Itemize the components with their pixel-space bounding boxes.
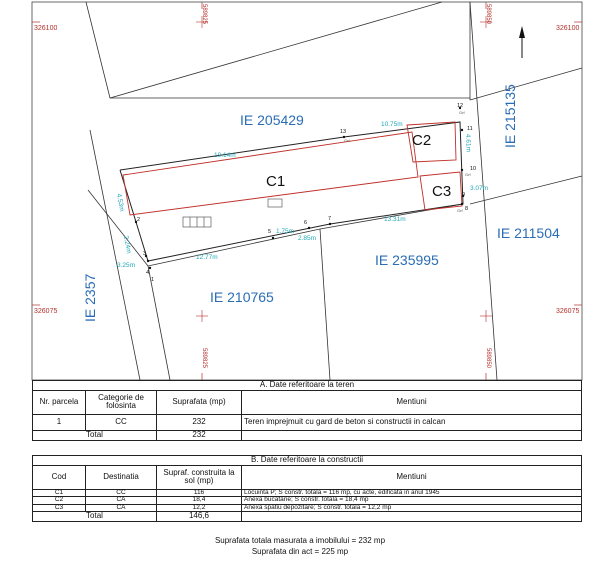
dim-label-3-07: 3.07m bbox=[470, 185, 489, 192]
building-label-c2: C2 bbox=[412, 132, 432, 149]
parcel-label-2357: IE 2357 bbox=[82, 273, 98, 322]
table-row bbox=[33, 504, 582, 512]
grid-label-north-east: 326100 bbox=[556, 25, 580, 32]
terrain-cell-nr: 1 bbox=[33, 414, 86, 430]
north-arrow-icon bbox=[519, 26, 525, 58]
table-row bbox=[33, 512, 582, 522]
point-label-6: 6 bbox=[304, 220, 308, 226]
point-label-5: 5 bbox=[268, 229, 272, 235]
building-label-c1: C1 bbox=[266, 173, 286, 190]
constructions-cell-destination: CA bbox=[86, 497, 157, 505]
dim-label-12-77: 12.77m bbox=[196, 254, 218, 261]
terrain-cell-notes: Teren imprejmuit cu gard de beton si constructii in calcan bbox=[242, 414, 582, 430]
dim-label-13-31: 13.31m bbox=[384, 216, 406, 223]
grf-label-13: Grf bbox=[344, 138, 350, 143]
constructions-cell-destination: CA bbox=[86, 504, 157, 512]
constructions-section-title: B. Date referitoare la constructii bbox=[33, 456, 582, 466]
grid-crosses bbox=[196, 16, 492, 322]
terrain-header-nr: Nr. parcela bbox=[33, 390, 86, 414]
grf-label-10: Grf bbox=[465, 172, 471, 177]
constructions-header-area: Supraf. construita la sol (mp) bbox=[157, 465, 242, 489]
terrain-table bbox=[32, 380, 582, 441]
grid-label-south-east: 326075 bbox=[556, 308, 580, 315]
point-label-2: 2 bbox=[137, 217, 141, 223]
point-label-3: 3 bbox=[143, 251, 147, 257]
point-label-1: 1 bbox=[151, 277, 155, 283]
terrain-cell-area: 232 bbox=[157, 414, 242, 430]
constructions-table bbox=[32, 455, 582, 522]
point-label-9: 9 bbox=[462, 192, 466, 198]
constructions-header-code: Cod bbox=[33, 465, 86, 489]
constructions-cell-code: C3 bbox=[33, 504, 86, 512]
terrain-header-notes: Mentiuni bbox=[242, 390, 582, 414]
point-label-12: 12 bbox=[457, 103, 464, 109]
table-row bbox=[33, 430, 582, 440]
point-label-7: 7 bbox=[328, 216, 332, 222]
terrain-cell-category: CC bbox=[86, 414, 157, 430]
parcel-label-215135: IE 215135 bbox=[502, 84, 518, 148]
point-label-10: 10 bbox=[470, 166, 477, 172]
dim-label-4-61: 4.61m bbox=[464, 133, 472, 153]
parcel-boundaries bbox=[86, 2, 582, 380]
constructions-cell-destination: CC bbox=[86, 489, 157, 497]
grf-label-8: Grf bbox=[457, 208, 463, 213]
point-label-8: 8 bbox=[465, 206, 469, 212]
constructions-total-value: 146,6 bbox=[157, 512, 242, 522]
terrain-total-value: 232 bbox=[157, 430, 242, 440]
terrain-total-label: Total bbox=[33, 430, 157, 440]
grid-label-top-east: 589850 bbox=[485, 4, 491, 25]
summary-deed-area: Suprafata din act = 225 mp bbox=[251, 547, 349, 556]
parcel-label-211504: IE 211504 bbox=[497, 225, 560, 241]
dim-label-19-14: 19.14m bbox=[214, 152, 236, 159]
constructions-header-destination: Destinatia bbox=[86, 465, 157, 489]
grid-label-top-west: 589825 bbox=[201, 4, 207, 25]
terrain-header-category: Categorie de folosinta bbox=[86, 390, 157, 414]
constructions-cell-notes: Anexa bucatarie; S constr. totala = 18,4 mp bbox=[242, 497, 582, 505]
constructions-cell-area: 12,2 bbox=[157, 504, 242, 512]
dim-label-1-75: 1.75m bbox=[276, 228, 295, 235]
constructions-total-notes bbox=[242, 512, 582, 522]
constructions-cell-notes: Anexa spatiu depozitare; S constr. totala = 12,2 mp bbox=[242, 504, 582, 512]
point-label-13: 13 bbox=[340, 129, 347, 135]
parcel-label-205429: IE 205429 bbox=[240, 112, 304, 128]
dim-label-2-24: 2.24m bbox=[122, 235, 133, 255]
terrain-section-title: A. Date referitoare la teren bbox=[33, 381, 582, 391]
dim-label-4-53: 4.53m bbox=[115, 193, 126, 213]
grid-label-north-west: 326100 bbox=[34, 25, 58, 32]
plan-frame bbox=[32, 2, 582, 380]
grid-ticks bbox=[32, 2, 582, 380]
grid-label-south-west: 326075 bbox=[34, 308, 58, 315]
constructions-cell-code: C2 bbox=[33, 497, 86, 505]
grid-label-bottom-east: 589850 bbox=[485, 348, 491, 369]
dim-label-2-85: 2.85m bbox=[298, 235, 317, 242]
summary-measured-area: Suprafata totala masurata a imobilului = 232 mp bbox=[214, 536, 386, 545]
dim-label-3-25: 3.25m bbox=[117, 262, 136, 269]
stairs-icon bbox=[183, 199, 282, 227]
constructions-header-notes: Mentiuni bbox=[242, 465, 582, 489]
building-label-c3: C3 bbox=[432, 183, 452, 200]
dim-label-10-75: 10.75m bbox=[381, 121, 403, 128]
point-label-11: 11 bbox=[467, 126, 473, 132]
terrain-total-notes bbox=[242, 430, 582, 440]
table-row bbox=[33, 414, 582, 430]
constructions-cell-notes: Locuinta P; S constr. totala = 116 mp, cu acte, edificata in anul 1945 bbox=[242, 489, 582, 497]
grf-label-12: Grf bbox=[459, 110, 465, 115]
constructions-cell-area: 18,4 bbox=[157, 497, 242, 505]
grid-label-bottom-west: 589825 bbox=[201, 348, 207, 369]
constructions-cell-code: C1 bbox=[33, 489, 86, 497]
terrain-header-area: Suprafata (mp) bbox=[157, 390, 242, 414]
parcel-label-210765: IE 210765 bbox=[210, 289, 274, 305]
constructions-cell-area: 116 bbox=[157, 489, 242, 497]
point-label-4: 4 bbox=[146, 270, 150, 276]
constructions-total-label: Total bbox=[33, 512, 157, 522]
parcel-label-235995: IE 235995 bbox=[375, 252, 439, 268]
